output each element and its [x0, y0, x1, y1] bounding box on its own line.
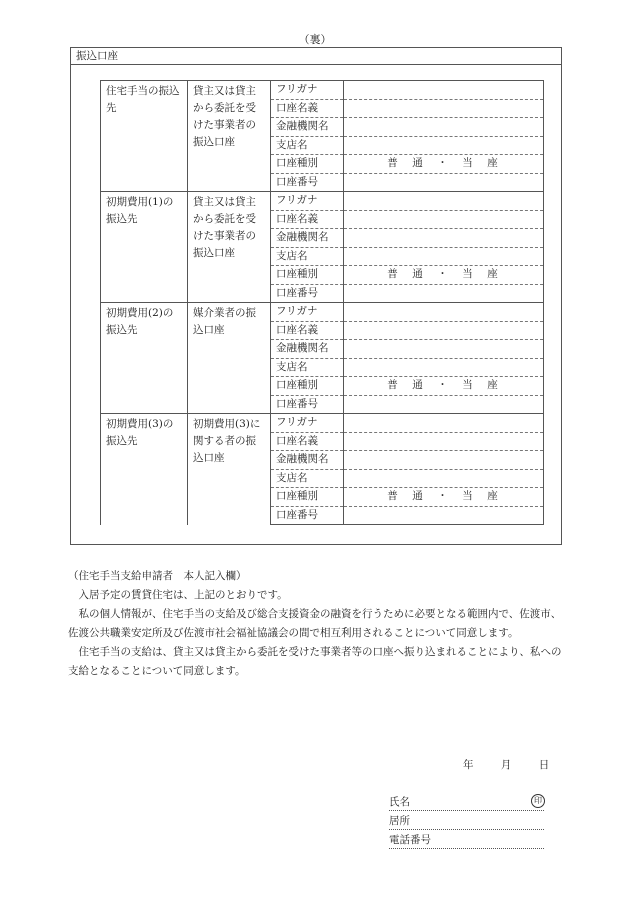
purpose-cell: 住宅手当の振込先	[101, 81, 188, 192]
purpose-cell: 初期費用(3)の振込先	[101, 414, 188, 525]
account-type-field[interactable]	[344, 155, 544, 174]
phone-field[interactable]	[389, 832, 544, 849]
page-side-label: （裏）	[298, 33, 332, 46]
entry-field[interactable]	[344, 451, 544, 470]
entry-field[interactable]	[344, 432, 544, 451]
field-label: 支店名	[271, 247, 344, 266]
account-row	[101, 81, 544, 100]
field-label: 金融機関名	[271, 118, 344, 137]
name-field[interactable]	[389, 794, 544, 811]
account-holder-cell: 媒介業者の振込口座	[188, 303, 271, 414]
account-type-options: 普 通 ・ 当 座	[387, 268, 500, 280]
field-label: 口座番号	[271, 395, 344, 414]
account-type-options: 普 通 ・ 当 座	[387, 490, 500, 502]
month-label: 月	[500, 759, 512, 771]
entry-field[interactable]	[344, 414, 544, 433]
seal-mark: 印	[531, 794, 545, 808]
field-label: 口座番号	[271, 506, 344, 525]
field-label: 金融機関名	[271, 451, 344, 470]
entry-field[interactable]	[344, 340, 544, 359]
name-label: 氏名	[389, 796, 410, 808]
statement-paragraph-3: 住宅手当の支給は、貸主又は貸主から委託を受けた事業者等の口座へ振り込まれることにより、私への支給となることについて同意します。	[68, 646, 562, 677]
date-line	[463, 757, 549, 772]
account-holder-cell: 初期費用(3)に関する者の振込口座	[188, 414, 271, 525]
transfer-account-section	[70, 47, 562, 545]
account-table	[100, 80, 544, 525]
account-type-field[interactable]	[344, 488, 544, 507]
field-label: 口座種別	[271, 488, 344, 507]
applicant-statement	[68, 567, 566, 681]
account-row	[101, 303, 544, 322]
field-label: 支店名	[271, 469, 344, 488]
field-label: フリガナ	[271, 414, 344, 433]
account-type-options: 普 通 ・ 当 座	[387, 379, 500, 391]
account-holder-cell: 貸主又は貸主から委託を受けた事業者の振込口座	[188, 192, 271, 303]
purpose-cell: 初期費用(1)の振込先	[101, 192, 188, 303]
account-type-options: 普 通 ・ 当 座	[387, 157, 500, 169]
account-row	[101, 192, 544, 211]
field-label: 口座種別	[271, 155, 344, 174]
account-row	[101, 414, 544, 433]
field-label: 口座名義	[271, 321, 344, 340]
address-field[interactable]	[389, 813, 544, 830]
field-label: 金融機関名	[271, 340, 344, 359]
entry-field[interactable]	[344, 99, 544, 118]
field-label: フリガナ	[271, 303, 344, 322]
statement-paragraph-2: 私の個人情報が、住宅手当の支給及び総合支援資金の融資を行うために必要となる範囲内で、佐渡市、佐渡公共職業安定所及び佐渡市社会福祉協議会の間で相互利用されることについて同意します。	[68, 608, 562, 639]
account-type-field[interactable]	[344, 377, 544, 396]
entry-field[interactable]	[344, 358, 544, 377]
field-label: 支店名	[271, 358, 344, 377]
day-label: 日	[538, 759, 550, 771]
field-label: 口座番号	[271, 173, 344, 192]
entry-field[interactable]	[344, 173, 544, 192]
field-label: 口座番号	[271, 284, 344, 303]
section-title: 振込口座	[71, 48, 561, 65]
entry-field[interactable]	[344, 469, 544, 488]
purpose-cell: 初期費用(2)の振込先	[101, 303, 188, 414]
entry-field[interactable]	[344, 395, 544, 414]
phone-label: 電話番号	[389, 834, 431, 846]
entry-field[interactable]	[344, 321, 544, 340]
field-label: 口座種別	[271, 377, 344, 396]
entry-field[interactable]	[344, 284, 544, 303]
field-label: フリガナ	[271, 81, 344, 100]
entry-field[interactable]	[344, 247, 544, 266]
statement-heading: （住宅手当支給申請者 本人記入欄）	[68, 570, 247, 582]
entry-field[interactable]	[344, 136, 544, 155]
field-label: 支店名	[271, 136, 344, 155]
entry-field[interactable]	[344, 506, 544, 525]
account-holder-cell: 貸主又は貸主から委託を受けた事業者の振込口座	[188, 81, 271, 192]
year-label: 年	[463, 759, 474, 771]
account-type-field[interactable]	[344, 266, 544, 285]
statement-paragraph-1: 入居予定の賃貸住宅は、上記のとおりです。	[78, 589, 288, 601]
address-label: 居所	[389, 815, 410, 827]
field-label: 口座種別	[271, 266, 344, 285]
field-label: フリガナ	[271, 192, 344, 211]
entry-field[interactable]	[344, 210, 544, 229]
entry-field[interactable]	[344, 303, 544, 322]
field-label: 口座名義	[271, 210, 344, 229]
field-label: 口座名義	[271, 432, 344, 451]
entry-field[interactable]	[344, 81, 544, 100]
entry-field[interactable]	[344, 229, 544, 248]
entry-field[interactable]	[344, 118, 544, 137]
field-label: 金融機関名	[271, 229, 344, 248]
entry-field[interactable]	[344, 192, 544, 211]
field-label: 口座名義	[271, 99, 344, 118]
